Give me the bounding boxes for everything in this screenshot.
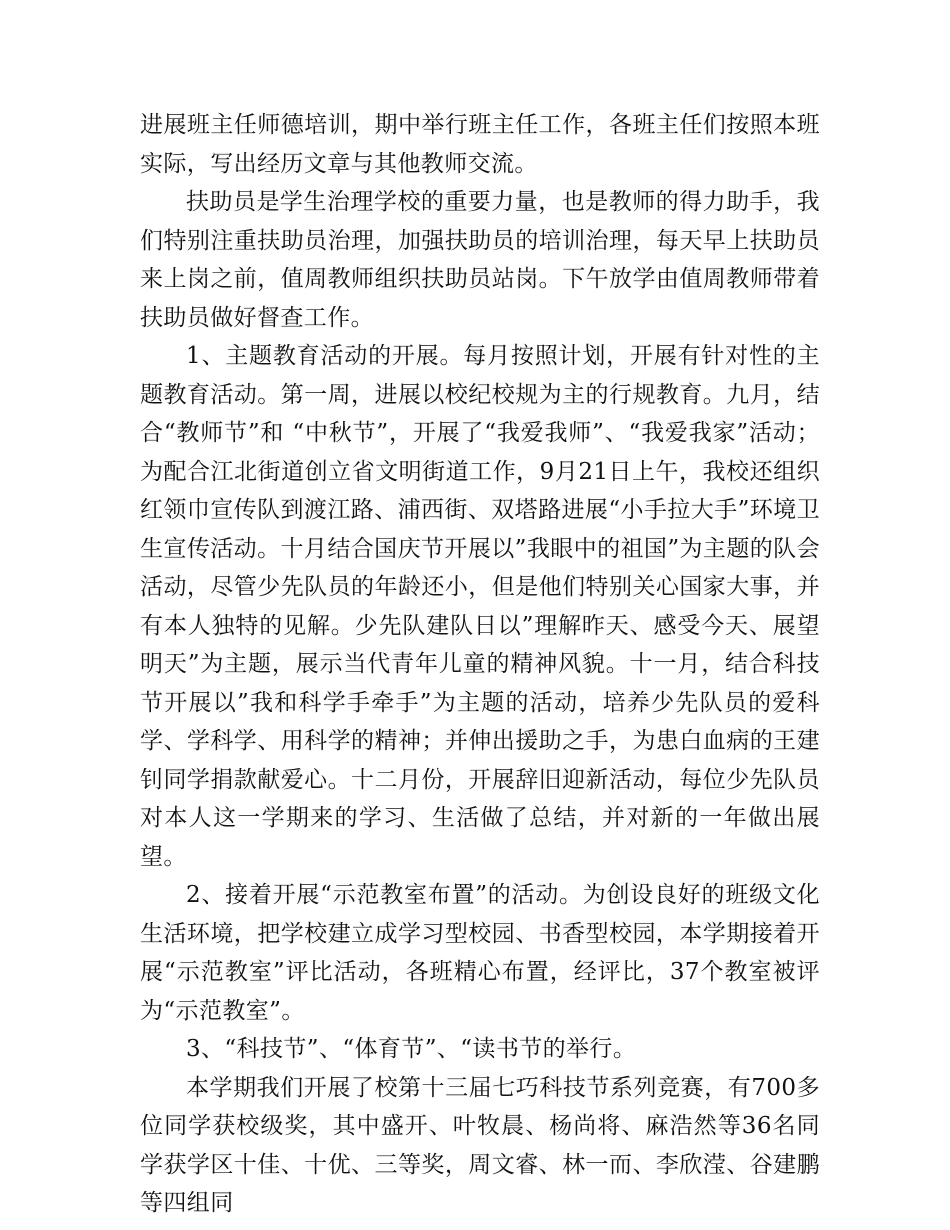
document-body bbox=[140, 106, 820, 1223]
paragraph-festivals-heading: 3、“科技节”、“体育节”、“读书节的举行。 bbox=[186, 1036, 637, 1062]
paragraph-assistants: 扶助员是学生治理学校的重要力量，也是教师的得力助手，我们特别注重扶助员治理，加强扶助员的培训治理，每天早上扶助员来上岗之前，值周教师组织扶助员站岗。下午放学由值周教师带着扶助员做好督查工作。 bbox=[140, 189, 820, 331]
paragraph-science-festival: 本学期我们开展了校第十三届七巧科技节系列竞赛，有700多位同学获校级奖，其中盛开、叶牧晨、杨尚将、麻浩然等36名同学获学区十佳、十优、三等奖，周文睿、林一而、李欣滢、谷建鹏等四组同 bbox=[140, 1074, 820, 1216]
paragraph-continued: 进展班主任师德培训，期中举行班主任工作，各班主任们按照本班实际，写出经历文章与其他教师交流。 bbox=[140, 112, 820, 177]
paragraph-theme-education: 1、主题教育活动的开展。每月按照计划，开展有针对性的主题教育活动。第一周，进展以校纪校规为主的行规教育。九月，结合“教师节”和 “中秋节”，开展了“我爱我师”、“我爱我家”活动；为配合江北街道创立省文明街道工作，9月21日上午，我校还组织红领巾宣传队到渡江路、浦西街、双塔路进展“小手拉大手”环境卫生宣传活动。十月结合国庆节开展以”我眼中的祖国”为主题的队会活动，尽管少先队员的年龄还小，但是他们特别关心国家大事，并有本人独特的见解。少先队建队日以”理解昨天、感受今天、展望明天”为主题，展示当代青年儿童的精神风貌。十一月，结合科技节开展以”我和科学手牵手”为主题的活动，培养少先队员的爱科学、学科学、用科学的精神；并伸出援助之手，为患白血病的王建钊同学捐款献爱心。十二月份，开展辞旧迎新活动，每位少先队员对本人这一学期来的学习、生活做了总结，并对新的一年做出展望。 bbox=[140, 343, 820, 870]
paragraph-model-classroom: 2、接着开展“示范教室布置”的活动。为创设良好的班级文化生活环境，把学校建立成学习型校园、书香型校园，本学期接着开展“示范教室”评比活动，各班精心布置，经评比，37个教室被评为“示范教室”。 bbox=[140, 882, 820, 1024]
